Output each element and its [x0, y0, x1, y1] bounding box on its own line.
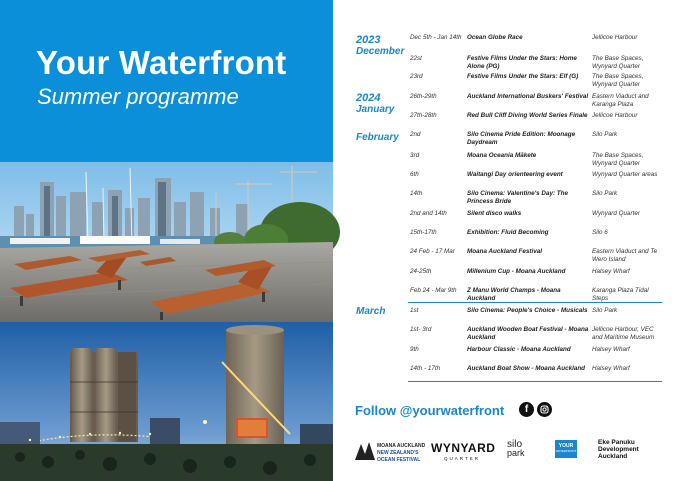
event-name: Moana Auckland Festival — [467, 248, 542, 255]
event-date: 24 Feb - 17 Mar — [410, 248, 455, 255]
left-panel — [0, 0, 333, 481]
event-date: 23rd — [410, 73, 423, 80]
event-venue: The Base Spaces, Wynyard Quarter — [592, 152, 644, 167]
event-venue: Halsey Wharf — [592, 365, 630, 372]
page-title: Your Waterfront — [36, 44, 287, 81]
event-date: 1st- 3rd — [410, 326, 432, 333]
event-date: 27th-28th — [410, 112, 437, 119]
event-venue: The Base Spaces, Wynyard Quarter — [592, 73, 644, 88]
event-name: Silent disco walks — [467, 210, 522, 217]
event-venue: The Base Spaces, Wynyard Quarter — [592, 55, 644, 70]
event-date: 24-25th — [410, 268, 432, 275]
event-name: Festive Films Under the Stars: Elf (G) — [467, 73, 579, 80]
page-subtitle: Summer programme — [37, 84, 239, 109]
event-name: Silo Cinema: People's Choice - Musicals — [467, 307, 588, 314]
event-date: 15th-17th — [410, 229, 437, 236]
event-date: 9th — [410, 346, 419, 353]
your-waterfront-logo: YOUR WATERFRONT — [555, 440, 577, 458]
event-venue: Eastern Viaduct and Te Wero Island — [592, 248, 658, 263]
title-banner — [0, 0, 333, 162]
event-date: 2nd and 14th — [410, 210, 447, 217]
partner-logos — [353, 436, 663, 468]
event-venue: Silo Park — [592, 131, 618, 138]
event-name: Silo Cinema Pride Edition: Moonage Daydream — [467, 131, 576, 146]
event-name: Auckland International Buskers' Festival — [467, 93, 589, 100]
event-date: 1st — [410, 307, 419, 314]
event-date: Feb 24 - Mar 9th — [410, 287, 457, 294]
event-date: 3rd — [410, 152, 420, 159]
svg-text:OCEAN FESTIVAL: OCEAN FESTIVAL — [377, 457, 421, 463]
month-march: March — [356, 306, 386, 317]
month-december: 2023 December — [356, 34, 405, 57]
event-date: 26th-29th — [410, 93, 437, 100]
event-name: Auckland Boat Show - Moana Auckland — [467, 365, 586, 372]
silo-park-photo — [0, 322, 333, 481]
event-venue: Karanga Plaza Tidal Steps — [592, 287, 649, 302]
wynyard-quarter-logo: WYNYARD QUARTER — [431, 441, 496, 461]
event-venue: Eastern Viaduct and Karanga Plaza — [592, 93, 649, 108]
table-end-divider — [408, 381, 662, 382]
facebook-icon[interactable]: f — [519, 402, 534, 417]
month-divider — [408, 302, 662, 303]
month-january: 2024 January — [356, 92, 395, 115]
event-venue: Halsey Wharf — [592, 346, 630, 353]
event-venue: Wynyard Quarter — [592, 210, 640, 217]
event-date: 6th — [410, 171, 419, 178]
event-name: Ocean Globe Race — [467, 34, 523, 41]
event-venue: Silo Park — [592, 307, 618, 314]
event-name: Millenium Cup - Moana Auckland — [467, 268, 566, 275]
event-name: Auckland Wooden Boat Festival - Moana Auckland — [467, 326, 589, 341]
event-name: Moana Oceania Mākete — [467, 152, 537, 159]
svg-text:MOANA AUCKLAND: MOANA AUCKLAND — [377, 443, 426, 449]
silo-park-logo: silo park — [507, 439, 525, 458]
event-name: Harbour Classic - Moana Auckland — [467, 346, 571, 353]
event-date: 14th — [410, 190, 423, 197]
waterfront-photo — [0, 162, 333, 322]
event-venue: Halsey Wharf — [592, 268, 630, 275]
event-name: Red Bull Cliff Diving World Series Finale — [467, 112, 588, 119]
event-date: Dec 5th - Jan 14th — [410, 34, 462, 41]
moana-festival-logo — [353, 436, 426, 468]
event-venue: Jellicoe Harbour, VEC and Maritime Museum — [592, 326, 655, 341]
event-venue: Wynyard Quarter areas — [592, 171, 658, 178]
eke-panuku-logo: Eke Panuku Development Auckland — [598, 439, 639, 460]
svg-text:NEW ZEALAND'S: NEW ZEALAND'S — [377, 450, 419, 456]
event-venue: Silo 6 — [592, 229, 608, 236]
event-name: Z Manu World Champs - Moana Auckland — [467, 287, 561, 302]
event-name: Silo Cinema: Valentine's Day: The Princess Bride — [467, 190, 568, 205]
event-venue: Jellicoe Harbour — [592, 112, 638, 119]
event-name: Exhibition: Fluid Becoming — [467, 229, 549, 236]
events-panel — [333, 0, 680, 481]
event-date: 22st — [410, 55, 422, 62]
instagram-icon[interactable] — [537, 402, 552, 417]
event-date: 2nd — [410, 131, 421, 138]
event-venue: Jellicoe Harbour — [592, 34, 638, 41]
event-name: Festive Films Under the Stars: Home Alone (PG) — [467, 55, 577, 70]
month-february: February — [356, 132, 399, 143]
event-name: Waitangi Day orienteering event — [467, 171, 563, 178]
follow-handle: Follow @yourwaterfront — [355, 403, 505, 418]
event-venue: Silo Park — [592, 190, 618, 197]
event-date: 14th - 17th — [410, 365, 441, 372]
